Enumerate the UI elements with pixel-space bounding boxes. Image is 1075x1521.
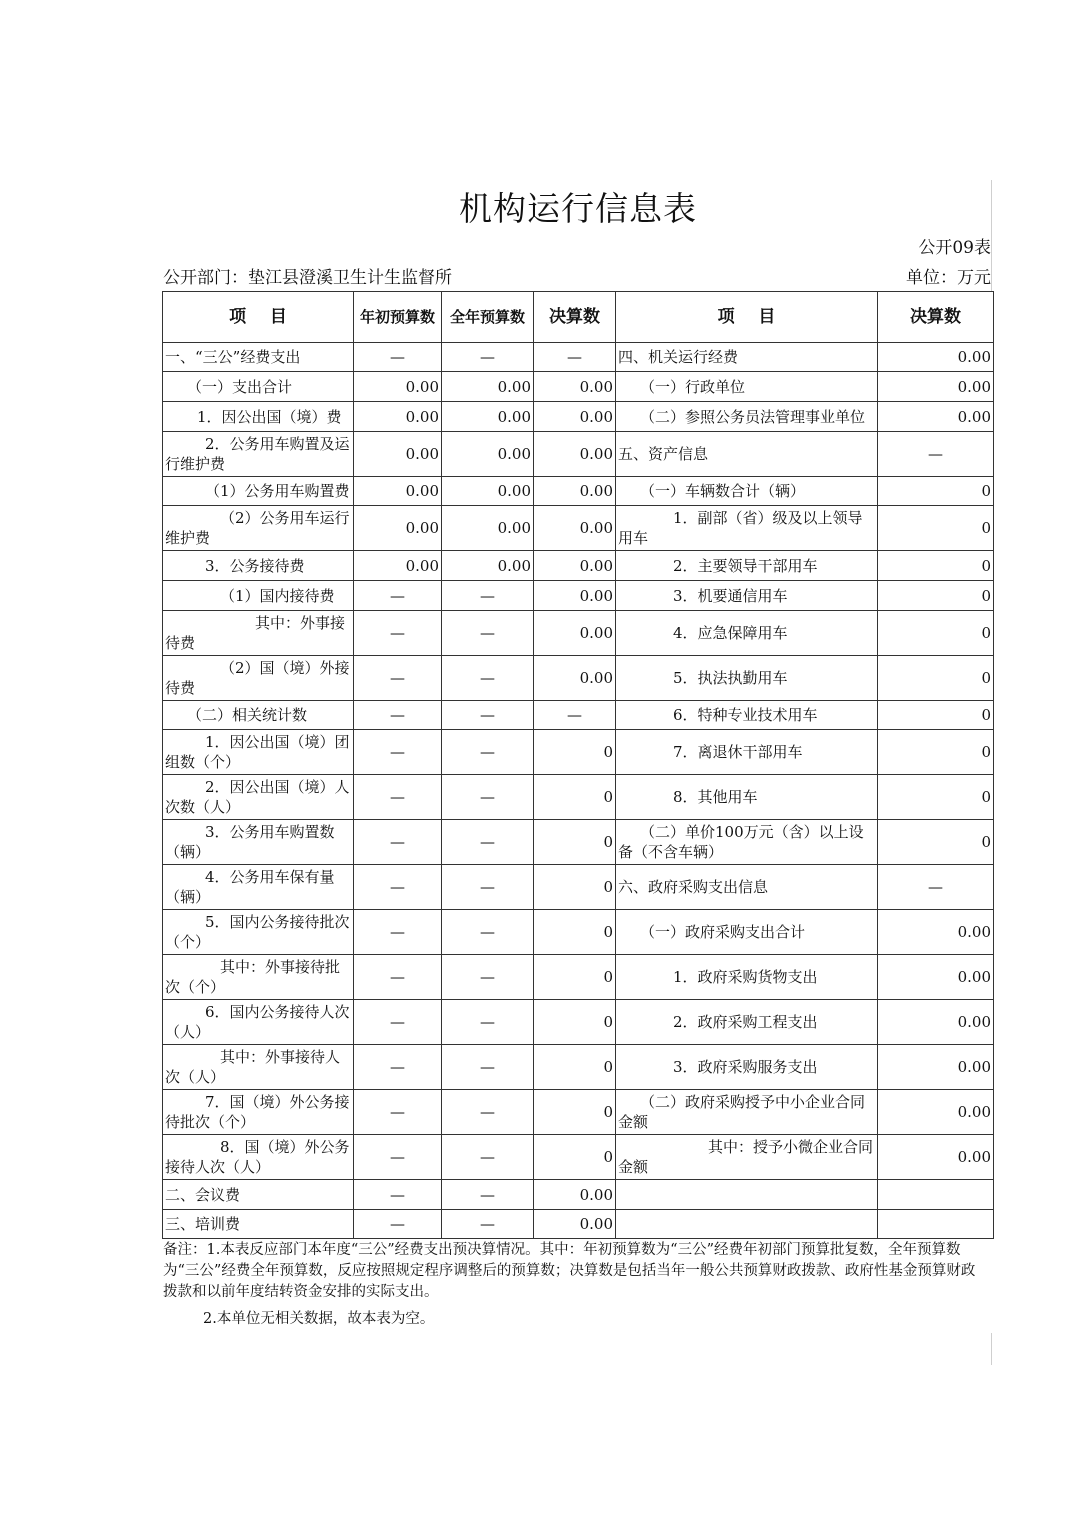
final-cell: 0.00 bbox=[534, 1180, 616, 1210]
table-row bbox=[163, 611, 994, 656]
full-year-budget-cell: — bbox=[442, 775, 534, 820]
final-cell: 0 bbox=[534, 820, 616, 865]
initial-budget-cell: — bbox=[354, 581, 442, 611]
item2-cell: 1．副部（省）级及以上领导用车 bbox=[616, 506, 878, 551]
item2-cell: 1．政府采购货物支出 bbox=[616, 955, 878, 1000]
initial-budget-cell: — bbox=[354, 730, 442, 775]
item2-cell: 四、机关运行经费 bbox=[616, 343, 878, 372]
item-cell: 二、会议费 bbox=[163, 1180, 354, 1210]
info-table bbox=[162, 291, 994, 1239]
final-cell: 0 bbox=[534, 1090, 616, 1135]
final2-cell: 0 bbox=[878, 477, 994, 506]
item-cell: 1．因公出国（境）费 bbox=[163, 402, 354, 432]
table-row bbox=[163, 1045, 994, 1090]
full-year-budget-cell: 0.00 bbox=[442, 506, 534, 551]
table-row bbox=[163, 820, 994, 865]
table-row bbox=[163, 910, 994, 955]
table-row bbox=[163, 1090, 994, 1135]
final-cell: 0.00 bbox=[534, 402, 616, 432]
item-cell: 其中：外事接待人次（人） bbox=[163, 1045, 354, 1090]
item2-cell: （二）单价100万元（含）以上设备（不含车辆） bbox=[616, 820, 878, 865]
initial-budget-cell: — bbox=[354, 701, 442, 730]
initial-budget-cell: — bbox=[354, 343, 442, 372]
final2-cell: 0 bbox=[878, 730, 994, 775]
full-year-budget-cell: — bbox=[442, 1135, 534, 1180]
full-year-budget-cell: — bbox=[442, 1045, 534, 1090]
final-cell: 0.00 bbox=[534, 506, 616, 551]
header-full-year-budget: 全年预算数 bbox=[442, 292, 534, 343]
final2-cell: 0.00 bbox=[878, 1135, 994, 1180]
item2-cell: （一）政府采购支出合计 bbox=[616, 910, 878, 955]
final-cell: 0 bbox=[534, 1000, 616, 1045]
final2-cell: 0 bbox=[878, 820, 994, 865]
table-row bbox=[163, 581, 994, 611]
final-cell: 0.00 bbox=[534, 477, 616, 506]
initial-budget-cell: — bbox=[354, 820, 442, 865]
final2-cell: 0.00 bbox=[878, 1090, 994, 1135]
item-cell: （2）公务用车运行维护费 bbox=[163, 506, 354, 551]
full-year-budget-cell: — bbox=[442, 611, 534, 656]
full-year-budget-cell: — bbox=[442, 1180, 534, 1210]
final2-cell: 0.00 bbox=[878, 402, 994, 432]
item2-cell: 6．特种专业技术用车 bbox=[616, 701, 878, 730]
item-cell: 三、培训费 bbox=[163, 1210, 354, 1239]
item-cell: 6．国内公务接待人次（人） bbox=[163, 1000, 354, 1045]
department-label: 公开部门：垫江县澄溪卫生计生监督所 bbox=[163, 268, 452, 288]
final2-cell: 0 bbox=[878, 775, 994, 820]
full-year-budget-cell: — bbox=[442, 343, 534, 372]
full-year-budget-cell: 0.00 bbox=[442, 402, 534, 432]
table-row bbox=[163, 402, 994, 432]
final2-cell: — bbox=[878, 432, 994, 477]
table-row bbox=[163, 730, 994, 775]
page-title: 机构运行信息表 bbox=[459, 189, 697, 228]
table-header-row bbox=[163, 292, 994, 343]
table-row bbox=[163, 865, 994, 910]
initial-budget-cell: — bbox=[354, 1210, 442, 1239]
item2-cell: （二）参照公务员法管理事业单位 bbox=[616, 402, 878, 432]
full-year-budget-cell: 0.00 bbox=[442, 477, 534, 506]
initial-budget-cell: 0.00 bbox=[354, 372, 442, 402]
final-cell: 0.00 bbox=[534, 551, 616, 581]
full-year-budget-cell: — bbox=[442, 581, 534, 611]
full-year-budget-cell: — bbox=[442, 820, 534, 865]
initial-budget-cell: — bbox=[354, 611, 442, 656]
item-cell: 其中：外事接待费 bbox=[163, 611, 354, 656]
notes bbox=[163, 1240, 981, 1330]
final-cell: — bbox=[534, 343, 616, 372]
item2-cell: 其中：授予小微企业合同金额 bbox=[616, 1135, 878, 1180]
final-cell: 0 bbox=[534, 865, 616, 910]
initial-budget-cell: — bbox=[354, 1090, 442, 1135]
table-row bbox=[163, 656, 994, 701]
full-year-budget-cell: — bbox=[442, 955, 534, 1000]
item-cell: 4．公务用车保有量（辆） bbox=[163, 865, 354, 910]
final2-cell: 0 bbox=[878, 581, 994, 611]
initial-budget-cell: — bbox=[354, 865, 442, 910]
item-cell: （1）公务用车购置费 bbox=[163, 477, 354, 506]
item-cell: （1）国内接待费 bbox=[163, 581, 354, 611]
final-cell: 0.00 bbox=[534, 656, 616, 701]
item-cell: （2）国（境）外接待费 bbox=[163, 656, 354, 701]
initial-budget-cell: 0.00 bbox=[354, 477, 442, 506]
final-cell: 0.00 bbox=[534, 372, 616, 402]
table-row bbox=[163, 372, 994, 402]
initial-budget-cell: 0.00 bbox=[354, 402, 442, 432]
initial-budget-cell: 0.00 bbox=[354, 506, 442, 551]
initial-budget-cell: — bbox=[354, 955, 442, 1000]
final-cell: 0.00 bbox=[534, 581, 616, 611]
table-row bbox=[163, 343, 994, 372]
full-year-budget-cell: — bbox=[442, 1090, 534, 1135]
final2-cell: 0.00 bbox=[878, 372, 994, 402]
initial-budget-cell: — bbox=[354, 910, 442, 955]
item-cell: （一）支出合计 bbox=[163, 372, 354, 402]
note-2: 2.本单位无相关数据，故本表为空。 bbox=[203, 1311, 435, 1327]
final2-cell: 0.00 bbox=[878, 1000, 994, 1045]
item-cell: 一、“三公”经费支出 bbox=[163, 343, 354, 372]
item-cell: （二）相关统计数 bbox=[163, 701, 354, 730]
full-year-budget-cell: 0.00 bbox=[442, 432, 534, 477]
table-row bbox=[163, 1180, 994, 1210]
item2-cell bbox=[616, 1210, 878, 1239]
full-year-budget-cell: — bbox=[442, 1210, 534, 1239]
item2-cell: 4．应急保障用车 bbox=[616, 611, 878, 656]
final-cell: 0 bbox=[534, 775, 616, 820]
note-1: 备注：1.本表反应部门本年度“三公”经费支出预决算情况。其中：年初预算数为“三公”经费年初部门预算批复数，全年预算数为“三公”经费全年预算数，反应按照规定程序调整后的预算数；决算数是包括当年一般公共预算财政拨款、政府性基金预算财政拨款和以前年度结转资金安排的实际支出。 bbox=[163, 1242, 976, 1300]
item-cell: 其中：外事接待批次（个） bbox=[163, 955, 354, 1000]
initial-budget-cell: 0.00 bbox=[354, 551, 442, 581]
header-item: 项 目 bbox=[163, 292, 354, 343]
final2-cell bbox=[878, 1180, 994, 1210]
final-cell: 0 bbox=[534, 1045, 616, 1090]
item-cell: 2．因公出国（境）人次数（人） bbox=[163, 775, 354, 820]
final-cell: 0 bbox=[534, 910, 616, 955]
full-year-budget-cell: — bbox=[442, 730, 534, 775]
table-row bbox=[163, 551, 994, 581]
initial-budget-cell: 0.00 bbox=[354, 432, 442, 477]
item2-cell: 8．其他用车 bbox=[616, 775, 878, 820]
final2-cell: 0 bbox=[878, 701, 994, 730]
final2-cell bbox=[878, 1210, 994, 1239]
initial-budget-cell: — bbox=[354, 656, 442, 701]
item2-cell: 7．离退休干部用车 bbox=[616, 730, 878, 775]
table-row bbox=[163, 1135, 994, 1180]
item-cell: 5．国内公务接待批次（个） bbox=[163, 910, 354, 955]
table-row bbox=[163, 775, 994, 820]
final-cell: 0.00 bbox=[534, 1210, 616, 1239]
item2-cell: （二）政府采购授予中小企业合同金额 bbox=[616, 1090, 878, 1135]
unit-label: 单位：万元 bbox=[906, 268, 991, 288]
table-row bbox=[163, 955, 994, 1000]
item-cell: 7．国（境）外公务接待批次（个） bbox=[163, 1090, 354, 1135]
right-margin-line-bottom bbox=[991, 1333, 992, 1365]
initial-budget-cell: — bbox=[354, 775, 442, 820]
item2-cell bbox=[616, 1180, 878, 1210]
item2-cell: 3．政府采购服务支出 bbox=[616, 1045, 878, 1090]
full-year-budget-cell: — bbox=[442, 1000, 534, 1045]
final2-cell: 0.00 bbox=[878, 955, 994, 1000]
initial-budget-cell: — bbox=[354, 1000, 442, 1045]
item2-cell: （一）行政单位 bbox=[616, 372, 878, 402]
full-year-budget-cell: — bbox=[442, 910, 534, 955]
header-item-2: 项 目 bbox=[616, 292, 878, 343]
item-cell: 2．公务用车购置及运行维护费 bbox=[163, 432, 354, 477]
final-cell: 0 bbox=[534, 955, 616, 1000]
full-year-budget-cell: — bbox=[442, 701, 534, 730]
table-row bbox=[163, 432, 994, 477]
item2-cell: 3．机要通信用车 bbox=[616, 581, 878, 611]
final-cell: — bbox=[534, 701, 616, 730]
final2-cell: 0.00 bbox=[878, 343, 994, 372]
final2-cell: 0 bbox=[878, 656, 994, 701]
final2-cell: — bbox=[878, 865, 994, 910]
full-year-budget-cell: 0.00 bbox=[442, 372, 534, 402]
final2-cell: 0 bbox=[878, 611, 994, 656]
initial-budget-cell: — bbox=[354, 1180, 442, 1210]
table-row bbox=[163, 1210, 994, 1239]
item-cell: 3．公务用车购置数（辆） bbox=[163, 820, 354, 865]
full-year-budget-cell: — bbox=[442, 865, 534, 910]
form-code: 公开09表 bbox=[918, 238, 991, 258]
table-row bbox=[163, 506, 994, 551]
header-initial-budget: 年初预算数 bbox=[354, 292, 442, 343]
final-cell: 0 bbox=[534, 1135, 616, 1180]
final-cell: 0.00 bbox=[534, 611, 616, 656]
item2-cell: 六、政府采购支出信息 bbox=[616, 865, 878, 910]
item-cell: 3．公务接待费 bbox=[163, 551, 354, 581]
item2-cell: （一）车辆数合计（辆） bbox=[616, 477, 878, 506]
table-row bbox=[163, 701, 994, 730]
item2-cell: 5．执法执勤用车 bbox=[616, 656, 878, 701]
item2-cell: 2．政府采购工程支出 bbox=[616, 1000, 878, 1045]
header-final-2: 决算数 bbox=[878, 292, 994, 343]
final2-cell: 0 bbox=[878, 551, 994, 581]
item2-cell: 五、资产信息 bbox=[616, 432, 878, 477]
final2-cell: 0.00 bbox=[878, 910, 994, 955]
initial-budget-cell: — bbox=[354, 1045, 442, 1090]
item-cell: 1．因公出国（境）团组数（个） bbox=[163, 730, 354, 775]
full-year-budget-cell: 0.00 bbox=[442, 551, 534, 581]
table-row bbox=[163, 477, 994, 506]
final2-cell: 0.00 bbox=[878, 1045, 994, 1090]
final-cell: 0 bbox=[534, 730, 616, 775]
final-cell: 0.00 bbox=[534, 432, 616, 477]
table-row bbox=[163, 1000, 994, 1045]
item-cell: 8．国（境）外公务接待人次（人） bbox=[163, 1135, 354, 1180]
full-year-budget-cell: — bbox=[442, 656, 534, 701]
final2-cell: 0 bbox=[878, 506, 994, 551]
header-final: 决算数 bbox=[534, 292, 616, 343]
initial-budget-cell: — bbox=[354, 1135, 442, 1180]
item2-cell: 2．主要领导干部用车 bbox=[616, 551, 878, 581]
